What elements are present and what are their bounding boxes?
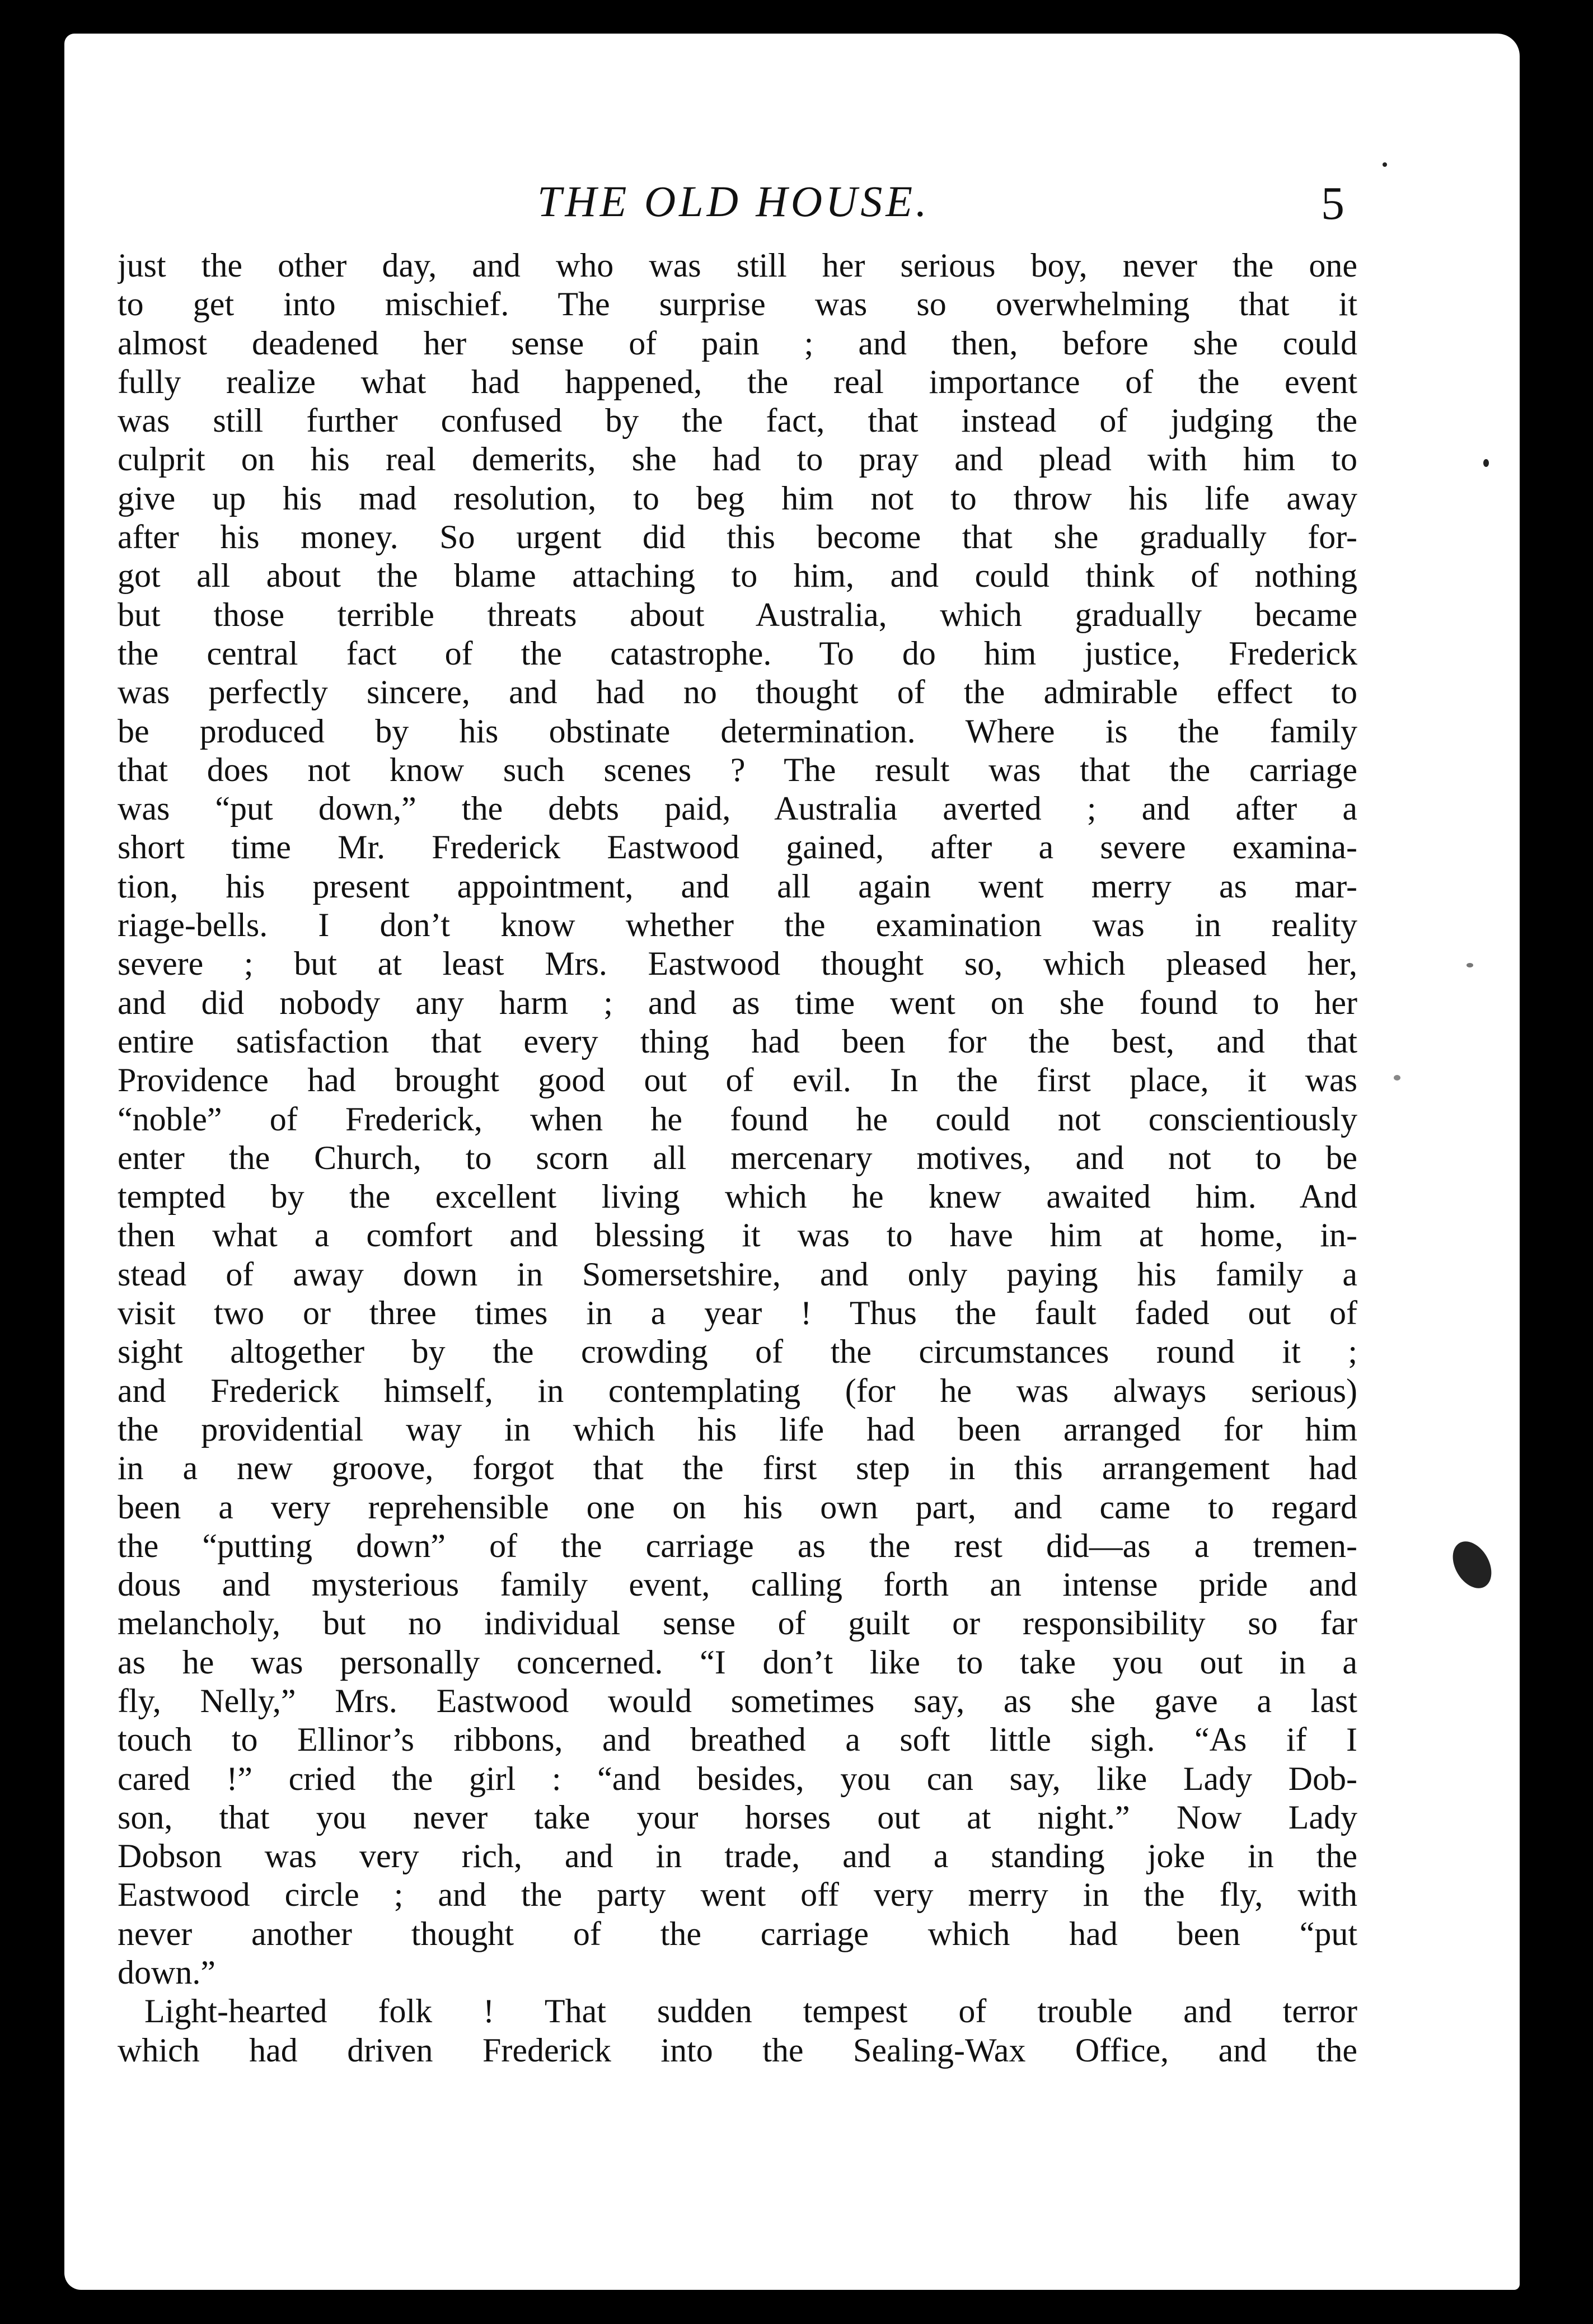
text-line: just the other day, and who was still her serious boy, never the one bbox=[118, 247, 1357, 284]
text-line: as he was personally concerned. “I don’t like to take you out in a bbox=[118, 1643, 1357, 1681]
text-line: “noble” of Frederick, when he found he could not conscientiously bbox=[118, 1100, 1357, 1138]
text-line: touch to Ellinor’s ribbons, and breathed a soft little sigh. “As if I bbox=[118, 1721, 1357, 1759]
text-line: and Frederick himself, in contemplating (for he was always serious) bbox=[118, 1372, 1357, 1409]
body-text bbox=[118, 246, 1357, 2070]
text-line: then what a comfort and blessing it was to have him at home, in- bbox=[118, 1217, 1357, 1254]
text-line: never another thought of the carriage which had been “put bbox=[118, 1915, 1357, 1952]
paragraph bbox=[118, 1992, 1357, 2070]
text-line: fully realize what had happened, the real importance of the event bbox=[118, 363, 1357, 400]
text-line: the providential way in which his life had been arranged for him bbox=[118, 1410, 1357, 1448]
text-line: be produced by his obstinate determination. Where is the family bbox=[118, 712, 1357, 750]
text-line: enter the Church, to scorn all mercenary motives, and not to be bbox=[118, 1139, 1357, 1176]
text-line: after his money. So urgent did this become that she gradually for- bbox=[118, 518, 1357, 556]
text-line: got all about the blame attaching to him, and could think of nothing bbox=[118, 557, 1357, 595]
running-title: THE OLD HOUSE. bbox=[537, 177, 930, 226]
text-line: melancholy, but no individual sense of guilt or responsibility so far bbox=[118, 1605, 1357, 1642]
text-line: culprit on his real demerits, she had to pray and plead with him to bbox=[118, 441, 1357, 478]
text-line: Providence had brought good out of evil. In the first place, it was bbox=[118, 1062, 1357, 1099]
text-line: was “put down,” the debts paid, Australia averted ; and after a bbox=[118, 790, 1357, 827]
text-line: almost deadened her sense of pain ; and then, before she could bbox=[118, 324, 1357, 362]
text-line: which had driven Frederick into the Sealing-Wax Office, and the bbox=[118, 2031, 1357, 2069]
text-line: severe ; but at least Mrs. Eastwood thought so, which pleased her, bbox=[118, 945, 1357, 983]
text-line: down.” bbox=[118, 1954, 215, 1991]
text-line: tion, his present appointment, and all again went merry as mar- bbox=[118, 867, 1357, 905]
text-line: son, that you never take your horses out at night.” Now Lady bbox=[118, 1798, 1357, 1836]
text-line: that does not know such scenes ? The result was that the carriage bbox=[118, 751, 1357, 788]
text-line: cared !” cried the girl : “and besides, you can say, like Lady Dob- bbox=[118, 1760, 1357, 1797]
text-line: the “putting down” of the carriage as the rest did—as a tremen- bbox=[118, 1527, 1357, 1564]
text-line: sight altogether by the crowding of the circumstances round it ; bbox=[118, 1333, 1357, 1371]
text-line: been a very reprehensible one on his own part, and came to regard bbox=[118, 1488, 1357, 1526]
text-line: in a new groove, forgot that the first step in this arrangement had bbox=[118, 1449, 1357, 1487]
text-line: Light-hearted folk ! That sudden tempest of trouble and terror bbox=[144, 1993, 1357, 2030]
text-line: tempted by the excellent living which he knew awaited him. And bbox=[118, 1178, 1357, 1215]
text-line: Dobson was very rich, and in trade, and a standing joke in the bbox=[118, 1837, 1357, 1875]
text-line: the central fact of the catastrophe. To do him justice, Frederick bbox=[118, 634, 1357, 672]
scan-speck bbox=[1394, 1075, 1400, 1081]
text-line: dous and mysterious family event, calling forth an intense pride and bbox=[118, 1566, 1357, 1603]
page-header bbox=[64, 176, 1520, 244]
text-line: stead of away down in Somersetshire, and only paying his family a bbox=[118, 1255, 1357, 1293]
text-line: entire satisfaction that every thing had been for the best, and that bbox=[118, 1022, 1357, 1060]
text-line: but those terrible threats about Australia, which gradually became bbox=[118, 596, 1357, 633]
page-number: 5 bbox=[1321, 177, 1344, 230]
paragraph bbox=[118, 246, 1357, 1992]
text-line: and did nobody any harm ; and as time went on she found to her bbox=[118, 984, 1357, 1021]
text-line: Eastwood circle ; and the party went off very merry in the fly, with bbox=[118, 1876, 1357, 1914]
scan-speck bbox=[1467, 963, 1473, 967]
text-line: was still further confused by the fact, that instead of judging the bbox=[118, 402, 1357, 439]
text-line: short time Mr. Frederick Eastwood gained, after a severe examina- bbox=[118, 829, 1357, 866]
scan-speck bbox=[1483, 459, 1489, 467]
text-line: was perfectly sincere, and had no thought of the admirable effect to bbox=[118, 674, 1357, 711]
text-line: riage-bells. I don’t know whether the examination was in reality bbox=[118, 906, 1357, 944]
text-line: fly, Nelly,” Mrs. Eastwood would sometimes say, as she gave a last bbox=[118, 1682, 1357, 1719]
text-line: visit two or three times in a year ! Thus the fault faded out of bbox=[118, 1294, 1357, 1332]
text-line: to get into mischief. The surprise was so overwhelming that it bbox=[118, 286, 1357, 323]
scan-speck bbox=[1383, 162, 1387, 167]
text-line: give up his mad resolution, to beg him not to throw his life away bbox=[118, 479, 1357, 517]
